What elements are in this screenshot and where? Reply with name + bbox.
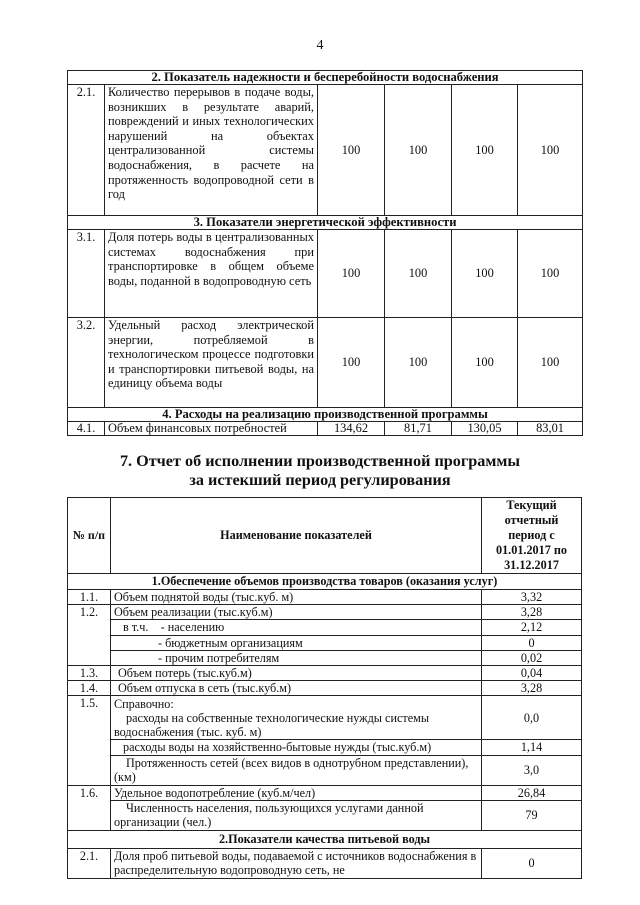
row-description: расходы воды на хозяйственно-бытовые нужды (тыс.куб.м) — [111, 740, 482, 755]
value-cell: 100 — [452, 318, 518, 408]
row-number: 1.4. — [68, 681, 111, 696]
table-row — [68, 230, 583, 318]
table-row — [68, 85, 583, 216]
value-cell: 0,04 — [482, 666, 582, 681]
value-cell: 3,32 — [482, 590, 582, 605]
section-title: 2.Показатели качества питьевой воды — [68, 830, 582, 848]
report-title-line1: 7. Отчет об исполнении производственной программы — [119, 452, 521, 470]
row-number: 1.2. — [68, 605, 111, 666]
page-number: 4 — [316, 38, 324, 53]
section-title: 2. Показатель надежности и бесперебойности водоснабжения — [68, 71, 583, 85]
row-number: 2.1. — [68, 848, 111, 878]
row-description: Объем реализации (тыс.куб.м) — [111, 605, 482, 620]
value-cell: 100 — [385, 318, 452, 408]
report-title-line2: за истекший период регулирования — [189, 471, 451, 489]
row-description: Объем отпуска в сеть (тыс.куб.м) — [111, 681, 482, 696]
section-header-row — [68, 408, 583, 422]
value-cell: 79 — [482, 800, 582, 830]
row-number: 4.1. — [68, 422, 105, 436]
table-row — [68, 620, 582, 635]
value-cell: 100 — [518, 85, 583, 216]
value-cell: 100 — [385, 85, 452, 216]
table-row — [68, 800, 582, 830]
table-row — [68, 650, 582, 665]
table-row — [68, 755, 582, 785]
row-description: Объем потерь (тыс.куб.м) — [111, 666, 482, 681]
value-cell: 100 — [385, 230, 452, 318]
row-description: Удельный расход электрической энергии, потребляемой в технологическом процессе подготовки и транспортировки питьевой воды, на единицу объема воды — [105, 318, 318, 408]
report-table — [67, 497, 582, 879]
header-number: № п/п — [68, 498, 111, 574]
value-cell: 3,28 — [482, 681, 582, 696]
value-cell: 130,05 — [452, 422, 518, 436]
row-description: Численность населения, пользующихся услугами данной организации (чел.) — [111, 800, 482, 830]
value-cell: 0 — [482, 848, 582, 878]
table-row — [68, 422, 583, 436]
table-row — [68, 666, 582, 681]
row-description: Доля проб питьевой воды, подаваемой с источников водоснабжения в распределительную водопроводную сеть, не — [111, 848, 482, 878]
value-cell: 3,28 — [482, 605, 582, 620]
row-description: Доля потерь воды в централизованных системах водоснабжения при транспортировке в общем объеме воды, поданной в водопроводную сеть — [105, 230, 318, 318]
value-cell: 0,0 — [482, 696, 582, 740]
table-row — [68, 785, 582, 800]
row-number: 1.6. — [68, 785, 111, 830]
row-number: 3.1. — [68, 230, 105, 318]
row-description — [111, 696, 482, 740]
value-cell: 100 — [318, 85, 385, 216]
table-row — [68, 696, 582, 740]
row-description: Объем финансовых потребностей — [105, 422, 318, 436]
value-cell: 100 — [318, 318, 385, 408]
value-cell: 134,62 — [318, 422, 385, 436]
reference-label: Справочно: — [114, 696, 174, 711]
row-description: в т.ч. - населению — [111, 620, 482, 635]
row-number: 2.1. — [68, 85, 105, 216]
section-header-row — [68, 830, 582, 848]
value-cell: 100 — [518, 318, 583, 408]
row-description: Протяженность сетей (всех видов в однотрубном представлении), (км) — [111, 755, 482, 785]
value-cell: 2,12 — [482, 620, 582, 635]
value-cell: 0,02 — [482, 650, 582, 665]
row-description: Объем поднятой воды (тыс.куб. м) — [111, 590, 482, 605]
header-period: Текущий отчетный период с 01.01.2017 по 31.12.2017 — [482, 498, 582, 574]
table-row — [68, 848, 582, 878]
section-header-row — [68, 71, 583, 85]
row-description: Удельное водопотребление (куб.м/чел) — [111, 785, 482, 800]
value-cell: 100 — [452, 230, 518, 318]
table-row — [68, 605, 582, 620]
value-cell: 26,84 — [482, 785, 582, 800]
value-cell: 81,71 — [385, 422, 452, 436]
value-cell: 0 — [482, 635, 582, 650]
value-cell: 100 — [318, 230, 385, 318]
targets-table — [67, 70, 583, 436]
section-header-row — [68, 574, 582, 590]
section-title: 4. Расходы на реализацию производственной программы — [68, 408, 583, 422]
section-title: 1.Обеспечение объемов производства товаров (оказания услуг) — [68, 574, 582, 590]
table-header-row — [68, 498, 582, 574]
row-number: 1.3. — [68, 666, 111, 681]
reference-text: расходы на собственные технологические нужды системы водоснабжения (тыс. куб. м) — [114, 710, 430, 740]
value-cell: 1,14 — [482, 740, 582, 755]
value-cell: 83,01 — [518, 422, 583, 436]
row-description: - бюджетным организациям — [111, 635, 482, 650]
row-number: 1.5. — [68, 696, 111, 785]
header-name: Наименование показателей — [111, 498, 482, 574]
table-row — [68, 318, 583, 408]
value-cell: 100 — [518, 230, 583, 318]
row-number: 1.1. — [68, 590, 111, 605]
row-description: Количество перерывов в подаче воды, возникших в результате аварий, повреждений и иных технологических нарушений на объектах централизованной системы водоснабжения, в расчете на протяженность водопроводной сети в год — [105, 85, 318, 216]
table-row — [68, 590, 582, 605]
table-row — [68, 740, 582, 755]
value-cell: 3,0 — [482, 755, 582, 785]
row-number: 3.2. — [68, 318, 105, 408]
table-row — [68, 635, 582, 650]
report-title — [0, 452, 640, 490]
section-title: 3. Показатели энергетической эффективности — [68, 216, 583, 230]
table-row — [68, 681, 582, 696]
row-description: - прочим потребителям — [111, 650, 482, 665]
value-cell: 100 — [452, 85, 518, 216]
section-header-row — [68, 216, 583, 230]
